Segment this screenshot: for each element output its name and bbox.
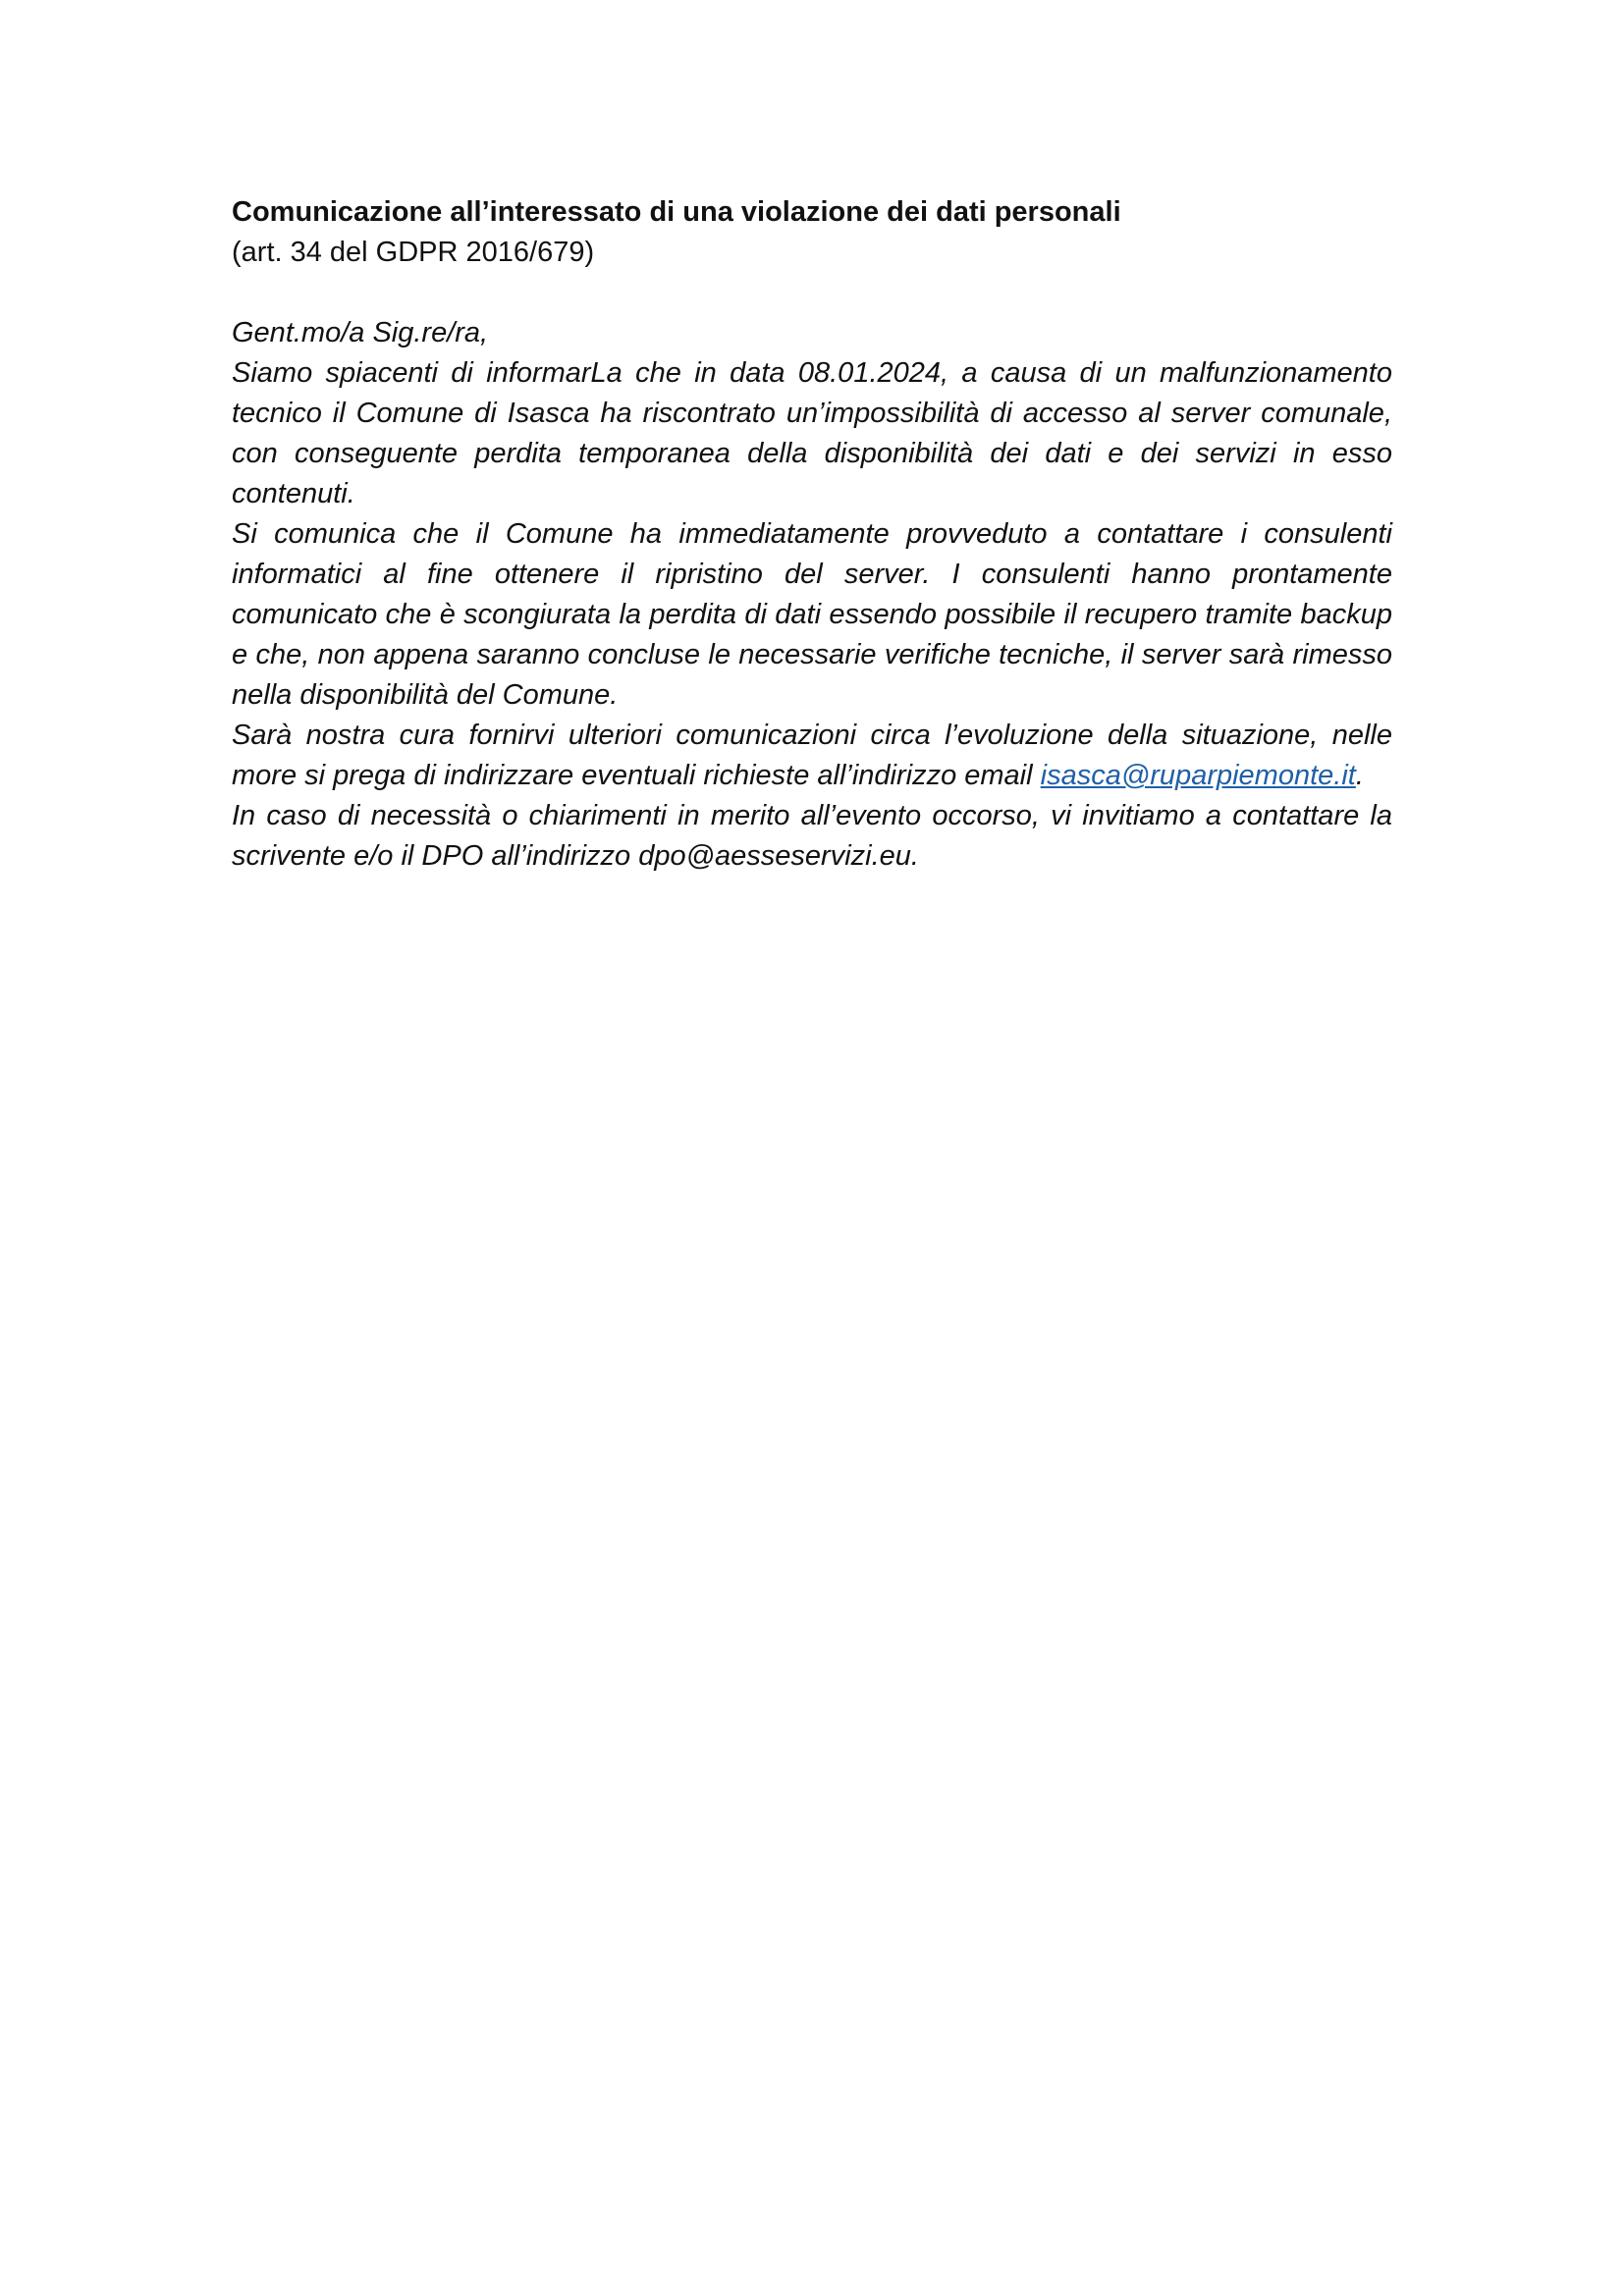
salutation: Gent.mo/a Sig.re/ra, (232, 317, 489, 348)
paragraph-contact-text: Sarà nostra cura fornirvi ulteriori comunicazioni circa l’evoluzione della situazione, nelle more si prega di indirizzare eventuali richieste all’indirizzo email (232, 720, 1392, 791)
document-subtitle: (art. 34 del GDPR 2016/679) (232, 237, 595, 268)
document-body (232, 313, 1392, 877)
document-content (232, 192, 1392, 877)
paragraph-dpo: In caso di necessità o chiarimenti in merito all’evento occorso, vi invitiamo a contattare la scrivente e/o il DPO all’indirizzo dpo@aesseservizi.eu. (232, 800, 1392, 872)
paragraph-contact-end: . (1355, 760, 1364, 791)
email-link[interactable]: isasca@ruparpiemonte.it (1040, 760, 1356, 791)
paragraph-contact (232, 716, 1392, 796)
paragraph-incident: Siamo spiacenti di informarLa che in data 08.01.2024, a causa di un malfunzionamento tecnico il Comune di Isasca ha riscontrato un’impossibilità di accesso al server comunale, con conseguente perdita temporanea della disponibilità dei dati e dei servizi in esso contenuti. (232, 357, 1392, 509)
document-title: Comunicazione all’interessato di una violazione dei dati personali (232, 196, 1121, 228)
paragraph-actions: Si comunica che il Comune ha immediatamente provveduto a contattare i consulenti informatici al fine ottenere il ripristino del server. I consulenti hanno prontamente comunicato che è scongiurata la perdita di dati essendo possibile il recupero tramite backup e che, non appena saranno concluse le necessarie verifiche tecniche, il server sarà rimesso nella disponibilità del Comune. (232, 518, 1392, 711)
